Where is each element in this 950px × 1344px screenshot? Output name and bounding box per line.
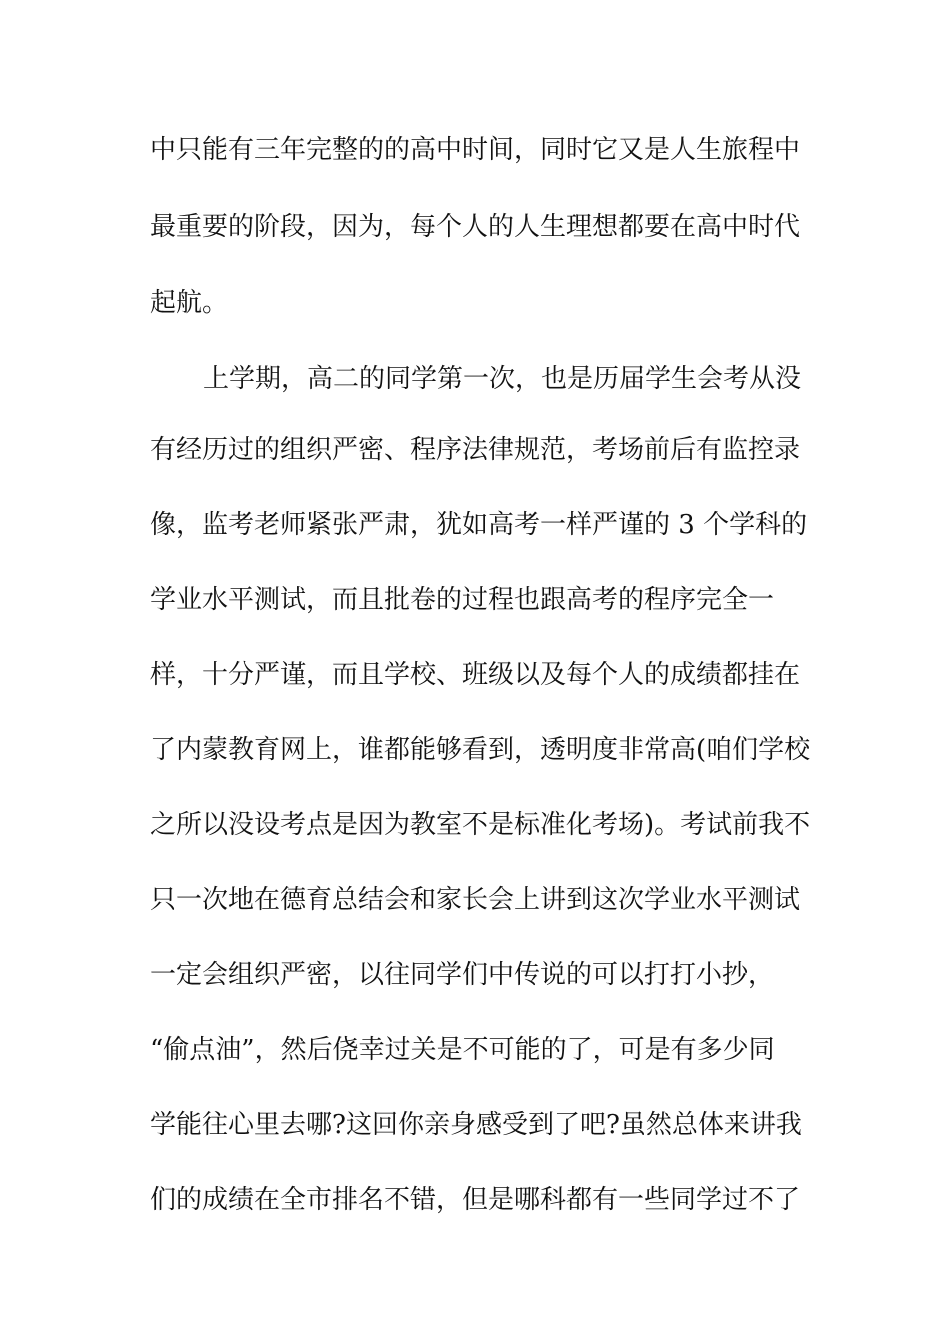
text-line: 学业水平测试，而且批卷的过程也跟高考的程序完全一 xyxy=(150,585,775,615)
paragraph-first-line: 上学期，高二的同学第一次，也是历届学生会考从没 xyxy=(203,364,802,394)
text-line: 一定会组织严密，以往同学们中传说的可以打打小抄， xyxy=(150,960,775,990)
text-line: 们的成绩在全市排名不错，但是哪科都有一些同学过不了 xyxy=(150,1185,801,1215)
text-line: 中只能有三年完整的的高中时间，同时它又是人生旅程中 xyxy=(150,135,801,165)
text-line: 学能往心里去哪?这回你亲身感受到了吧?虽然总体来讲我 xyxy=(150,1110,802,1140)
text-line: 样，十分严谨，而且学校、班级以及每个人的成绩都挂在 xyxy=(150,660,801,690)
text-line: 了内蒙教育网上，谁都能够看到，透明度非常高(咱们学校 xyxy=(150,735,811,765)
text-line: 有经历过的组织严密、程序法律规范，考场前后有监控录 xyxy=(150,435,801,465)
text-line: 起航。 xyxy=(150,288,229,318)
text-line: 之所以没设考点是因为教室不是标准化考场)。考试前我不 xyxy=(150,810,811,840)
text-line: 只一次地在德育总结会和家长会上讲到这次学业水平测试 xyxy=(150,885,801,915)
text-line: “偷点油”，然后侥幸过关是不可能的了，可是有多少同 xyxy=(150,1035,775,1065)
text-line: 像，监考老师紧张严肃，犹如高考一样严谨的 3 个学科的 xyxy=(150,510,808,540)
text-line: 最重要的阶段，因为，每个人的人生理想都要在高中时代 xyxy=(150,212,801,242)
